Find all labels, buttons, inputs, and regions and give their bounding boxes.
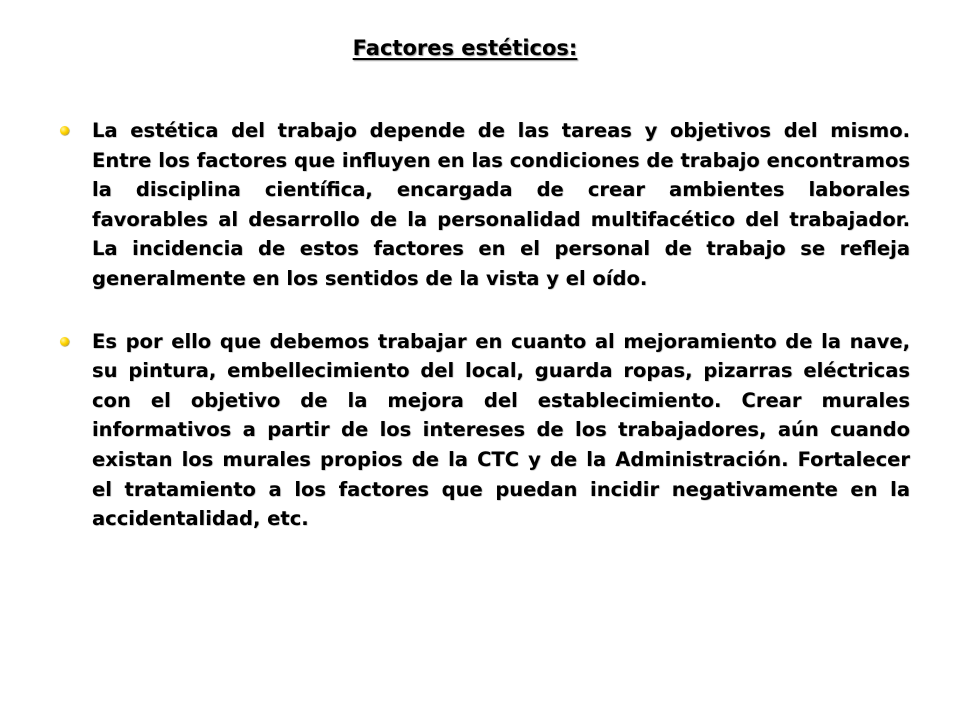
bullet-dot-icon — [60, 126, 69, 135]
slide-title: Factores estéticos: — [352, 36, 578, 60]
bullet-item-1 — [60, 116, 910, 294]
bullet-item-2 — [60, 327, 910, 534]
bullet-text: Es por ello que debemos trabajar en cuanto al mejoramiento de la nave, su pintura, embellecimiento del local, guarda ropas, pizarras eléctricas con el objetivo de la mejora del establecimiento. Crear murales informativos a partir de los intereses de los trabajadores, aún cuando existan los murales propios de la CTC y de la Administración. Fortalecer el tratamiento a los factores que puedan incidir negativamente en la accidentalidad, etc. — [92, 329, 910, 531]
bullet-dot-icon — [60, 337, 69, 346]
bullet-text: La estética del trabajo depende de las tareas y objetivos del mismo. Entre los factores que influyen en las condiciones de trabajo encontramos la disciplina científica, encargada de crear ambientes laborales favorables al desarrollo de la personalidad multifacético del trabajador. La incidencia de estos factores en el personal de trabajo se refleja generalmente en los sentidos de la vista y el oído. — [92, 119, 910, 290]
bullet-list — [60, 116, 910, 567]
